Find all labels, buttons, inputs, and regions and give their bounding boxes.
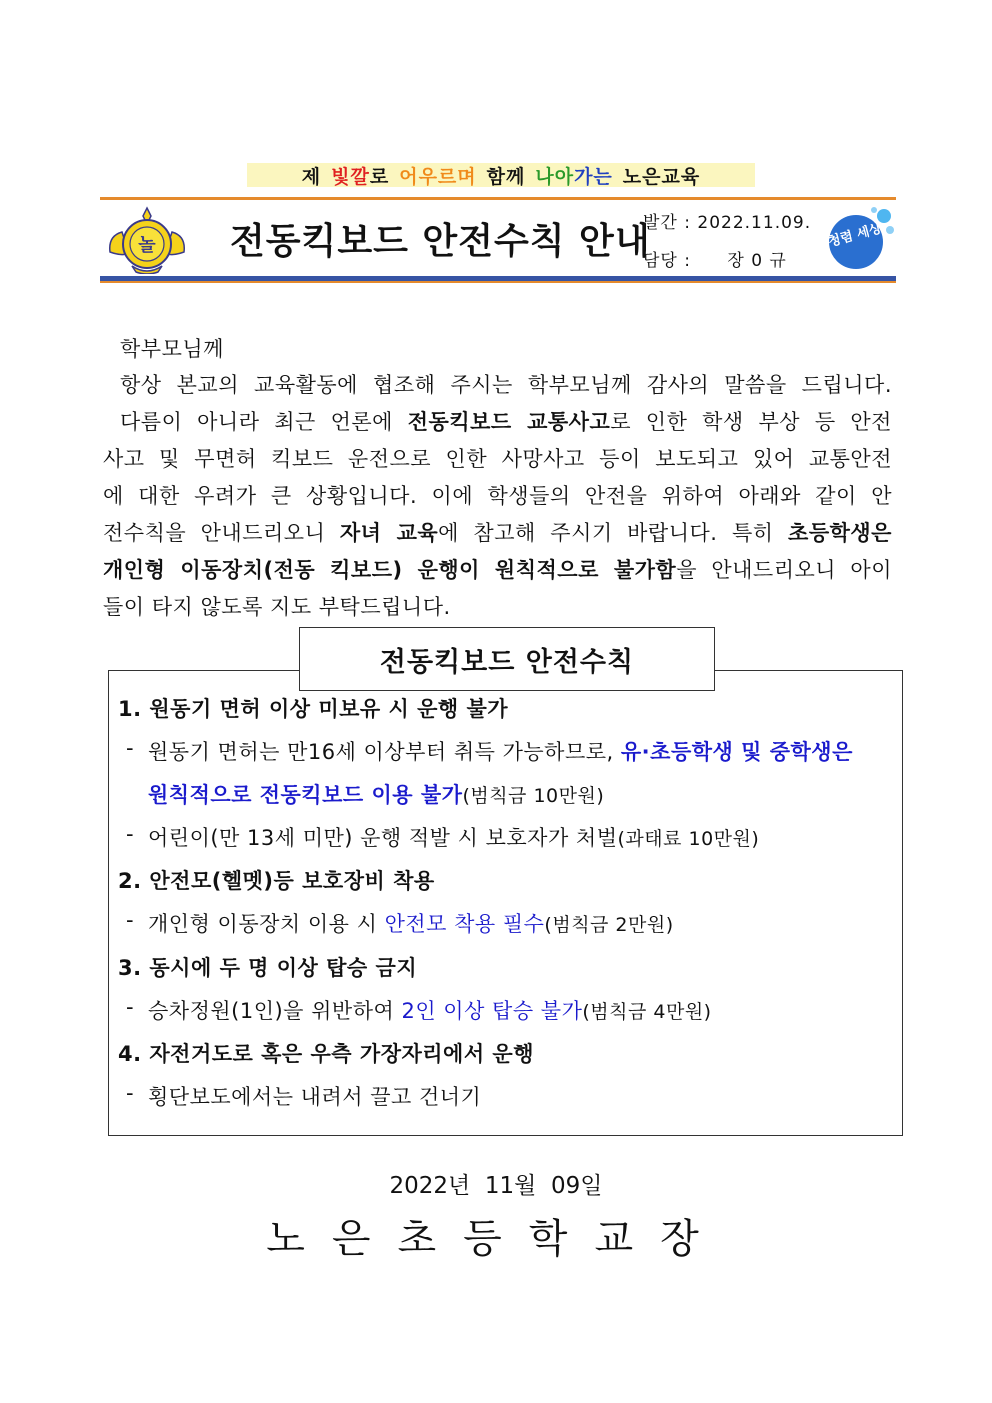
- issue-date-footer: 2022년 11월 09일: [389, 1173, 603, 1199]
- paragraph-1: 항상 본교의 교육활동에 협조해 주시는 학부모님께 감사의 말씀을 드립니다.: [120, 373, 892, 397]
- paragraph-2-line-5: [103, 554, 892, 584]
- rule-4-heading: 4. 자전거도로 혹은 우측 가장자리에서 운행: [118, 1042, 535, 1066]
- text-span: 전수칙을 안내드리오니: [103, 521, 340, 545]
- school-emblem-icon: [104, 206, 190, 274]
- emphasis-text: 초등학생은: [788, 521, 892, 545]
- slogan-word: 함께: [486, 165, 526, 188]
- text-span: 다름이 아니라 최근 언론에: [120, 410, 408, 434]
- page-title: 전동킥보드 안전수칙 안내: [230, 221, 651, 262]
- slogan-word: 빛깔: [331, 165, 370, 188]
- rule-4-bullet-1-dash: -: [126, 1081, 135, 1105]
- slogan-word: 노은교육: [622, 165, 701, 188]
- rules-box-title: 전동킥보드 안전수칙: [299, 627, 715, 691]
- fine-text: (범칙금 2만원): [544, 914, 674, 936]
- staff-name: 장 0 규: [727, 251, 787, 271]
- rule-1-bullet-1: [148, 736, 853, 766]
- issue-date: 2022.11.09.: [697, 213, 812, 233]
- highlight-text: 유·초등학생 및 중학생은: [620, 740, 853, 764]
- logo-text: 청렴 세상: [826, 221, 884, 250]
- rule-3-heading: 3. 동시에 두 명 이상 탑승 금지: [118, 956, 418, 980]
- rule-2-bullet-1: [148, 908, 674, 938]
- slogan-word: 로: [369, 165, 390, 188]
- paragraph-2-line-3: 에 대한 우려가 큰 상황입니다. 이에 학생들의 안전을 위하여 아래와 같이 안: [103, 484, 892, 508]
- issue-label: 발간 :: [643, 213, 691, 233]
- fine-text: (범칙금 10만원): [462, 785, 605, 807]
- paragraph-2-line-6: 들이 타지 않도록 지도 부탁드립니다.: [103, 595, 451, 619]
- highlight-text: 2인 이상 탑승 불가: [401, 999, 583, 1023]
- highlight-text: 원칙적으로 전동킥보드 이용 불가: [148, 783, 463, 807]
- text-span: 개인형 이동장치 이용 시: [148, 912, 385, 936]
- slogan-banner: [247, 163, 755, 187]
- issue-info: [643, 208, 811, 233]
- emphasis-text: 자녀 교육: [339, 521, 439, 545]
- text-span: 로 인한 학생 부상 등 안전: [610, 410, 892, 434]
- rule-2-bullet-1-dash: -: [126, 908, 135, 932]
- emphasis-text: 개인형 이동장치(전동 킥보드) 운행이 원칙적으로 불가함: [103, 558, 677, 582]
- text-span: 어린이(만 13세 미만) 운행 적발 시 보호자가 처벌: [148, 826, 618, 850]
- rule-1-bullet-2: [148, 822, 759, 852]
- rule-1-heading: 1. 원동기 면허 이상 미보유 시 운행 불가: [118, 697, 509, 721]
- rule-1-bullet-1-cont: [148, 779, 604, 809]
- emphasis-text: 전동킥보드 교통사고: [407, 410, 611, 434]
- staff-info: [643, 246, 787, 271]
- header-divider-bottom-accent: [100, 281, 896, 283]
- slogan-word: 나아: [535, 165, 575, 188]
- slogan-word: 제: [301, 165, 322, 188]
- text-span: 에 참고해 주시기 바랍니다. 특히: [438, 521, 789, 545]
- rule-1-bullet-2-dash: -: [126, 822, 135, 846]
- fine-text: (과태료 10만원): [617, 828, 760, 850]
- paragraph-2-line-4: [103, 517, 892, 547]
- rule-3-bullet-1: [148, 995, 712, 1025]
- paragraph-2-line-2: 사고 및 무면허 킥보드 운전으로 인한 사망사고 등이 보도되고 있어 교통안전: [103, 447, 892, 471]
- text-span: 승차정원(1인)을 위반하여: [148, 999, 402, 1023]
- rule-1-bullet-1-dash: -: [126, 736, 135, 760]
- fine-text: (범칙금 4만원): [582, 1001, 712, 1023]
- emblem-text: 놀: [138, 235, 156, 256]
- greeting: 학부모님께: [120, 337, 224, 361]
- text-span: 원동기 면허는 만16세 이상부터 취득 가능하므로,: [148, 740, 621, 764]
- highlight-text: 안전모 착용 필수: [384, 912, 545, 936]
- rule-3-bullet-1-dash: -: [126, 995, 135, 1019]
- paragraph-2-line-1: [120, 406, 892, 436]
- staff-label: 담당 :: [643, 251, 691, 271]
- text-span: 을 안내드리오니 아이: [676, 558, 892, 582]
- header-divider-top: [100, 197, 896, 200]
- integrity-world-logo-icon: [822, 206, 896, 272]
- slogan-word: 가는: [574, 165, 613, 188]
- principal-signature: 노은초등학교장: [266, 1216, 726, 1262]
- slogan-word: 어우르며: [399, 165, 477, 188]
- rule-2-heading: 2. 안전모(헬멧)등 보호장비 착용: [118, 869, 435, 893]
- rule-4-bullet-1: 횡단보도에서는 내려서 끌고 건너기: [148, 1085, 482, 1109]
